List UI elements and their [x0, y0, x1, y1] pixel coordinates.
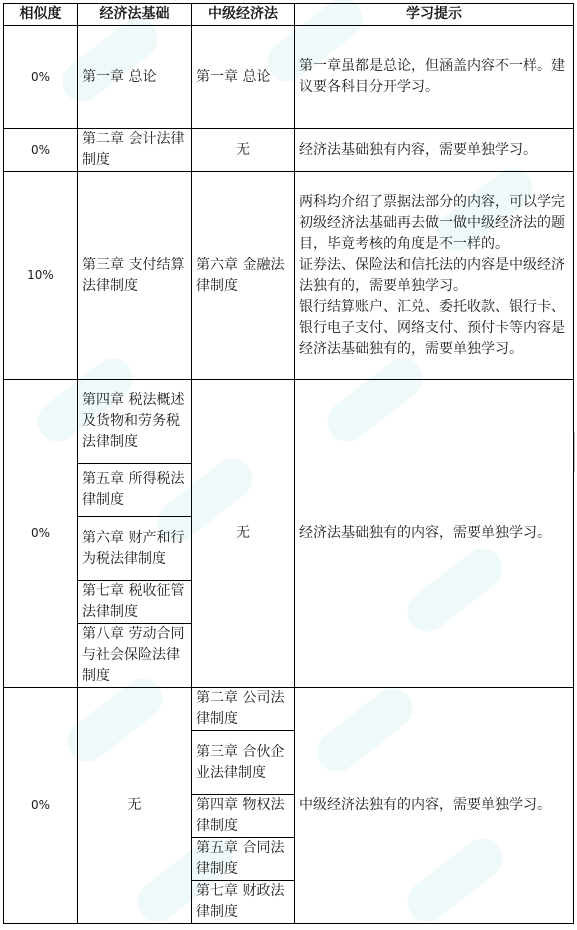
intermediate-chapter-cell: 第一章 总论: [192, 26, 295, 129]
basic-chapter-cell: 第一章 总论: [78, 26, 192, 129]
basic-chapter-cell: 第八章 劳动合同与社会保险法律制度: [78, 624, 192, 688]
intermediate-chapter-cell: 无: [192, 380, 295, 688]
intermediate-chapter-cell: 第二章 公司法律制度: [192, 688, 295, 731]
intermediate-chapter-cell: 第四章 物权法律制度: [192, 795, 295, 838]
header-row: [4, 4, 574, 26]
similarity-cell: 0%: [4, 688, 78, 924]
basic-chapter-cell: 第五章 所得税法律制度: [78, 464, 192, 517]
table-row: [4, 172, 574, 380]
intermediate-chapter-cell: 第六章 金融法律制度: [192, 172, 295, 380]
similarity-cell: 0%: [4, 129, 78, 172]
similarity-cell: 10%: [4, 172, 78, 380]
basic-chapter-cell: 第二章 会计法律制度: [78, 129, 192, 172]
tip-cell: [295, 172, 574, 380]
intermediate-chapter-cell: 第三章 合伙企业法律制度: [192, 731, 295, 795]
header-basic: 经济法基础: [78, 4, 192, 26]
tip-paragraph: 银行结算账户、汇兑、委托收款、银行卡、银行电子支付、网络支付、预付卡等内容是经济法基础独有的，需要单独学习。: [299, 298, 565, 357]
page-edge-mark: [574, 432, 575, 472]
intermediate-chapter-cell: 无: [192, 129, 295, 172]
basic-chapter-cell: 第六章 财产和行为税法律制度: [78, 517, 192, 581]
basic-chapter-cell: 第四章 税法概述及货物和劳务税法律制度: [78, 380, 192, 464]
table-row: [4, 26, 574, 129]
header-intermediate: 中级经济法: [192, 4, 295, 26]
header-tips: 学习提示: [295, 4, 574, 26]
tip-cell: 经济法基础独有的内容，需要单独学习。: [295, 380, 574, 688]
tip-cell: 第一章虽都是总论，但涵盖内容不一样。建议要各科目分开学习。: [295, 26, 574, 129]
tip-paragraph: 证券法、保险法和信托法的内容是中级经济法独有的，需要单独学习。: [299, 256, 565, 294]
basic-chapter-cell: 无: [78, 688, 192, 924]
similarity-cell: 0%: [4, 380, 78, 688]
tip-cell: 经济法基础独有内容，需要单独学习。: [295, 129, 574, 172]
tip-paragraph: 两科均介绍了票据法部分的内容，可以学完初级经济法基础再去做一做中级经济法的题目，毕竟考核的角度是不一样的。: [299, 193, 565, 252]
table-row: [4, 688, 574, 731]
table-row: [4, 380, 574, 464]
table-row: [4, 129, 574, 172]
basic-chapter-cell: 第三章 支付结算法律制度: [78, 172, 192, 380]
intermediate-chapter-cell: 第七章 财政法律制度: [192, 881, 295, 924]
intermediate-chapter-cell: 第五章 合同法律制度: [192, 838, 295, 881]
basic-chapter-cell: 第七章 税收征管法律制度: [78, 581, 192, 624]
header-similarity: 相似度: [4, 4, 78, 26]
comparison-table: [3, 3, 574, 924]
tip-cell: 中级经济法独有的内容，需要单独学习。: [295, 688, 574, 924]
similarity-cell: 0%: [4, 26, 78, 129]
